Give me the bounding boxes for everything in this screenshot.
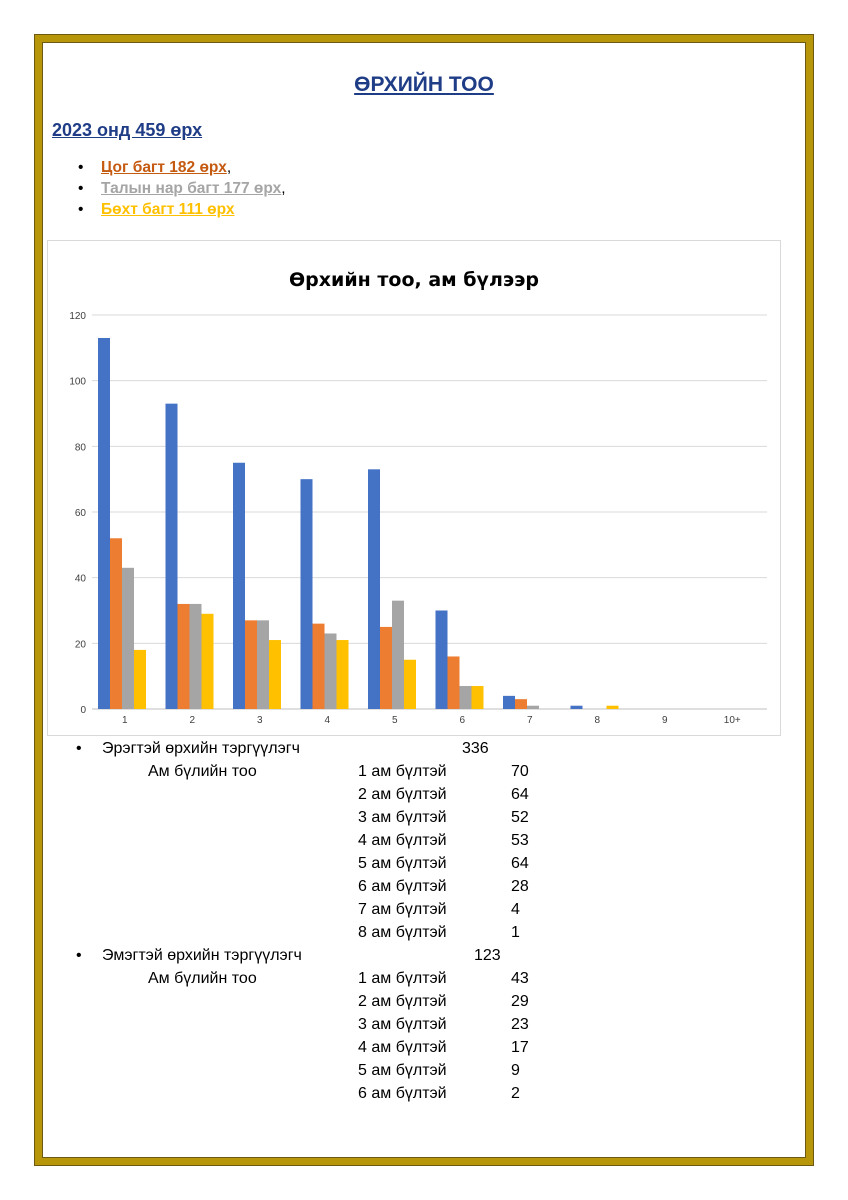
x-tick-label: 9 (661, 715, 668, 726)
bar (134, 650, 146, 709)
household-size-chart (47, 240, 781, 736)
size-row-label: 7 ам бүлтэй (358, 901, 447, 918)
group-label: Бөхт багт 111 өрх (101, 201, 235, 218)
x-tick-label: 2 (189, 715, 196, 726)
x-tick-label: 5 (391, 715, 398, 726)
female-size-label: Ам бүлийн тоо (148, 970, 257, 987)
bar (178, 604, 190, 709)
size-row-value: 2 (511, 1085, 520, 1102)
bar (122, 568, 134, 709)
y-tick-label: 100 (69, 376, 86, 388)
x-tick-label: 6 (459, 715, 466, 726)
bar (313, 624, 325, 709)
bar (257, 620, 269, 709)
size-row-value: 52 (511, 809, 529, 826)
bar (448, 656, 460, 709)
bar (245, 620, 257, 709)
male-head-label: Эрэгтэй өрхийн тэргүүлэгч (102, 740, 300, 757)
size-row-label: 5 ам бүлтэй (358, 855, 447, 872)
page-title: ӨРХИЙН ТОО (354, 73, 494, 96)
bar (472, 686, 484, 709)
size-row-value: 29 (511, 993, 529, 1010)
bar (325, 633, 337, 709)
group-label: Цог багт 182 өрх (101, 159, 227, 176)
size-row-label: 4 ам бүлтэй (358, 832, 447, 849)
size-row-label: 6 ам бүлтэй (358, 1085, 447, 1102)
bar (110, 538, 122, 709)
bar (515, 699, 527, 709)
male-size-label: Ам бүлийн тоо (148, 763, 257, 780)
size-row-label: 3 ам бүлтэй (358, 1016, 447, 1033)
size-row-value: 1 (511, 924, 520, 941)
total-households-heading: 2023 онд 459 өрх (52, 120, 203, 140)
y-tick-label: 120 (69, 311, 86, 322)
y-tick-label: 20 (74, 639, 86, 651)
bar (98, 338, 110, 709)
size-row-value: 43 (511, 970, 529, 987)
bar (460, 686, 472, 709)
y-tick-label: 60 (74, 508, 86, 519)
bar (301, 479, 313, 709)
chart-plot (48, 241, 780, 735)
bar (436, 611, 448, 710)
bar (392, 601, 404, 709)
chart-title: Өрхийн тоо, ам бүлээр (289, 269, 539, 291)
group-label: Талын нар багт 177 өрх (101, 180, 282, 197)
bar (269, 640, 281, 709)
bar (202, 614, 214, 709)
bar (571, 706, 583, 709)
bullet-icon: • (76, 740, 82, 757)
size-row-label: 5 ам бүлтэй (358, 1062, 447, 1079)
y-tick-label: 40 (74, 573, 86, 585)
bar (607, 706, 619, 709)
size-row-value: 28 (511, 878, 529, 895)
bar (404, 660, 416, 709)
size-row-label: 1 ам бүлтэй (358, 970, 447, 987)
male-head-total: 336 (462, 740, 489, 757)
bar (503, 696, 515, 709)
female-head-total: 123 (474, 947, 501, 964)
x-tick-label: 4 (324, 715, 331, 726)
group-item (78, 157, 286, 178)
y-tick-label: 0 (80, 705, 86, 716)
size-row-label: 8 ам бүлтэй (358, 924, 447, 941)
size-row-value: 64 (511, 786, 529, 803)
bar (380, 627, 392, 709)
bar (233, 463, 245, 709)
size-row-value: 64 (511, 855, 529, 872)
x-tick-label: 1 (121, 715, 128, 726)
size-row-label: 4 ам бүлтэй (358, 1039, 447, 1056)
group-separator: , (281, 180, 286, 197)
size-row-value: 4 (511, 901, 520, 918)
bullet-icon: • (76, 947, 82, 964)
bar (368, 469, 380, 709)
size-row-label: 2 ам бүлтэй (358, 993, 447, 1010)
group-item (78, 199, 286, 220)
size-row-value: 17 (511, 1039, 529, 1056)
bar (190, 604, 202, 709)
x-tick-label: 3 (256, 715, 263, 726)
size-row-label: 1 ам бүлтэй (358, 763, 447, 780)
size-row-value: 23 (511, 1016, 529, 1033)
size-row-label: 2 ам бүлтэй (358, 786, 447, 803)
bar (166, 404, 178, 709)
group-separator: , (226, 159, 232, 176)
x-tick-label: 7 (526, 715, 533, 726)
size-row-value: 70 (511, 763, 529, 780)
size-row-value: 9 (511, 1062, 520, 1079)
size-row-label: 6 ам бүлтэй (358, 878, 447, 895)
x-tick-label: 8 (594, 715, 601, 726)
x-tick-label: 10+ (723, 715, 741, 726)
female-head-label: Эмэгтэй өрхийн тэргүүлэгч (102, 947, 302, 964)
bar (527, 706, 539, 709)
y-tick-label: 80 (74, 442, 86, 454)
bar (337, 640, 349, 709)
size-row-label: 3 ам бүлтэй (358, 809, 447, 826)
size-row-value: 53 (511, 832, 529, 849)
group-item (78, 178, 286, 199)
group-list (78, 157, 286, 220)
